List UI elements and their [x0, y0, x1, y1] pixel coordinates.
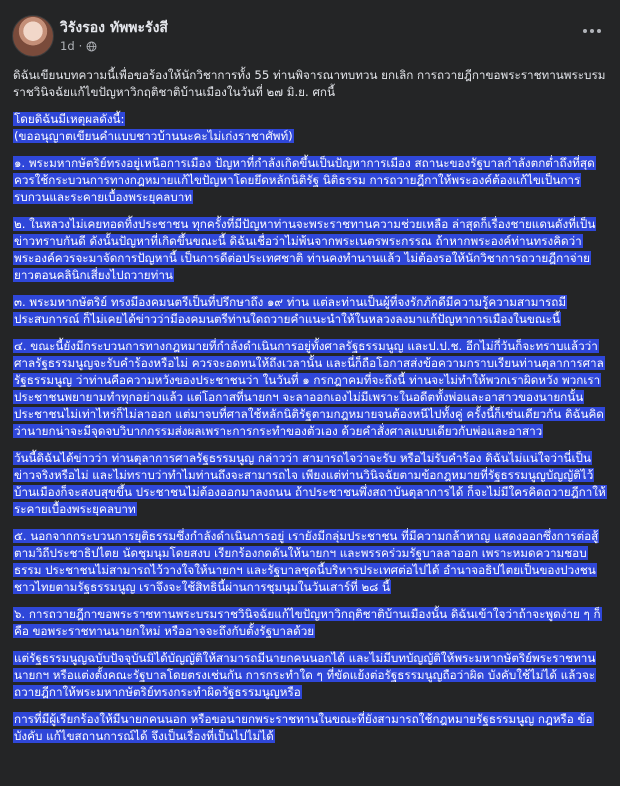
more-options-icon[interactable] [577, 19, 607, 43]
post-paragraph [13, 711, 607, 745]
separator-dot: · [78, 39, 83, 53]
paragraph-text: ๕. นอกจากกระบวนการยุติธรรมซึ่งกำลังดำเนินการอยู่ เรายังมีกลุ่มประชาชน ที่มีความกล้าหาญ แสดงออกซึ่งการต่อสู้ตามวิถีประชาธิปไตย นัดชุมนุมโดยสงบ เรียกร้องกดดันให้นายกฯ และพรรคร่วมรัฐบาลลาออก เพราะหมดความชอบธรรม ประชาชนไม่สามารถไว้วางใจให้นายกฯ และรัฐบาลชุดนี้บริหารประเทศต่อไปได้ อำนาจอธิปไตยเป็นของปวงชนชาวไทยตามรัฐธรรมนูญ เราจึงจะใช้สิทธินี้ผ่านการชุมนุมในวันเสาร์ที่ ๒๘ นี้ [14, 529, 599, 594]
post-meta [60, 39, 97, 53]
paragraph-text: ดิฉันเขียนบทความนี้เพื่อขอร้องให้นักวิชาการทั้ง 55 ท่านพิจารณาทบทวน ยกเลิก การถวายฎีกาขอพระราชทานพระบรมราชวินิจฉัยแก้ไขปัญหาวิกฤติชาติบ้านเมืองในวันที่ ๒๗ มิ.ย. ศกนี้ [13, 68, 606, 99]
post-paragraph [13, 111, 607, 145]
post-time[interactable]: 1d [60, 39, 75, 53]
paragraph-text: วันนี้ดิฉันได้ข่าวว่า ท่านตุลาการศาลรัฐธรรมนูญ กล่าวว่า สามารถไจว่าจะรับ หรือไม่รับคำร้อง ดิฉันไม่แน่ใจว่านี่เป็นข่าวจริงหรือไม่ และไม่ทราบว่าทำไมท่านถึงจะสามารถไจ เพียงแต่ท่านวินิจฉัยตามข้อกฎหมายที่รัฐธรรมนูญบัญญัติไว้ บ้านเมืองก็จะสงบสุขขึ้น ประชาชนไม่ต้องออกมาลงถนน ถ้าประชาชนพึ่งสถาบันตุลาการได้ ก็จะไม่มีใครคิดถวายฎีกาให้ระคายเบื้องพระยุคลบาท [14, 451, 606, 516]
post-paragraph [13, 216, 607, 284]
globe-icon[interactable] [86, 41, 97, 52]
post-paragraph [13, 338, 607, 440]
post-paragraph [13, 67, 607, 101]
paragraph-text: โดยดิฉันมีเหตุผลดังนี้: [14, 112, 125, 126]
paragraph-text: ๑. พระมหากษัตริย์ทรงอยู่เหนือการเมือง ปัญหาที่กำลังเกิดขึ้นเป็นปัญหาการเมือง สถานะของรัฐบาลกำลังตกต่ำถึงที่สุด ควรใช้กระบวนการทางกฎหมายแก้ไขปัญหาโดยยึดหลักนิติรัฐ นิติธรรม การถวายฎีกาให้พระองค์ต้องแก้ไขเป็นการรบกวนและระคายเบื้องพระยุคลบาท [14, 156, 595, 204]
post-paragraph [13, 606, 607, 640]
post-paragraph [13, 450, 607, 518]
paragraph-text: ๔. ขณะนี้ยังมีกระบวนการทางกฎหมายที่กำลังดำเนินการอยู่ทั้งศาลรัฐธรรมนูญ และป.ป.ช. อีกไม่กี่วันก็จะทราบแล้วว่าศาลรัฐธรรมนูญจะรับคำร้องหรือไม่ ควรจะอดทนให้ถึงเวลานั้น และนี่ก็ถือโอกาสส่งข้อความกราบเรียนท่านตุลาการศาลรัฐธรรมนูญ ว่าท่านคือความหวังของประชาชนว่า ในวันที่ ๑ กรกฎาคมที่จะถึงนี้ ท่านจะไม่ทำให้พวกเราผิดหวัง พวกเราประชาชนพยายามทำทุกอย่างแล้ว แต่โอกาสที่นายกฯ จะลาออกเองไม่มีเพราะในอดีตทั้งพ่อและอาสาวของนายกนั้น ประชาชนไม่เท่าไหร่ก็ไม่ลาออก แต่มาจบที่ศาลใช้หลักนิติรัฐตามกฎหมายจนต้องหนีไปทั้งคู่ ครั้งนี้ก็เช่นเดียวกัน ดิฉันคิดว่านายกน่าจะมีจุดจบวิบากกรรมส่งผลเพราะการกระทำของตัวเอง ด้วยคำสั่งศาลแบบเดียวกับพ่อและอาสาว [14, 339, 604, 438]
post-paragraph [13, 650, 607, 701]
paragraph-text: ๖. การถวายฎีกาขอพระราชทานพระบรมราชวินิจฉัยแก้ไขปัญหาวิกฤติชาติบ้านเมืองนั้น ดิฉันเข้าใจว่าถ้าจะพูดง่าย ๆ ก็คือ ขอพระราชทานนายกใหม่ หรืออาจจะถึงกับตั้งรัฐบาลด้วย [14, 607, 601, 638]
paragraph-text: ๓. พระมหากษัตริย์ ทรงมีองคมนตรีเป็นที่ปรึกษาถึง ๑๙ ท่าน แต่ละท่านเป็นผู้ที่จงรักภักดีมีความรู้ความสามารถมีประสบการณ์ ก็ไม่เคยได้ข่าวว่ามีองคมนตรีท่านใดถวายคำแนะนำให้ในหลวงลงมาแก้ปัญหาการเมืองในขณะนี้ [14, 295, 567, 326]
post-paragraph [13, 294, 607, 328]
post-paragraph [13, 155, 607, 206]
post-paragraph [13, 528, 607, 596]
author-name[interactable]: วิรังรอง ทัพพะรังสี [60, 20, 168, 36]
paragraph-text: การที่มีผู้เรียกร้องให้มีนายกคนนอก หรือขอนายกพระราชทานในขณะที่ยังสามารถใช้กฎหมายรัฐธรรมนูญ กฎหรือ ข้อบังคับ แก้ไขสถานการณ์ได้ จึงเป็นเรื่องที่เป็นไปไม่ได้ [14, 712, 593, 743]
paragraph-text: (ขออนุญาตเขียนคำแบบชาวบ้านนะคะไม่เก่งราชาศัพท์) [14, 129, 293, 143]
avatar[interactable] [12, 15, 54, 57]
post-body [13, 67, 607, 755]
post-header [0, 0, 620, 58]
paragraph-text: ๒. ในหลวงไม่เคยทอดทิ้งประชาชน ทุกครั้งที่มีปัญหาท่านจะพระราชทานความช่วยเหลือ ล่าสุดก็เรื่องชายแดนดังที่เป็นข่าวทราบกันดี ดังนั้นปัญหาที่เกิดขึ้นขณะนี้ ดิฉันเชื่อว่าไม่พ้นจากพระเนตรพระกรรณ ถ้าหากพระองค์ท่านทรงคิดว่าพระองค์ควรจะมาจัดการปัญหานี้ เป็นการดีต่อประเทศชาติ ท่านคงทำนานแล้ว ไม่ต้องรอให้นักวิชาการถวายฎีกาจ่ายยาวตอนคลินิกเสี่ยงไปถวายท่าน [14, 217, 596, 282]
paragraph-text: แต่รัฐธรรมนูญฉบับปัจจุบันมิได้บัญญัติให้สามารถมีนายกคนนอกได้ และไม่มีบทบัญญัติให้พระมหากษัตริย์พระราชทานนายกฯ หรือแต่งตั้งคณะรัฐบาลโดยตรงเช่นกัน การกระทำใด ๆ ที่ขัดแย้งต่อรัฐธรรมนูญถือว่าผิด บังคับใช้ไม่ได้ แล้วจะถวายฎีกาให้พระมหากษัตริย์ทรงกระทำผิดรัฐธรรมนูญหรือ [14, 651, 596, 699]
